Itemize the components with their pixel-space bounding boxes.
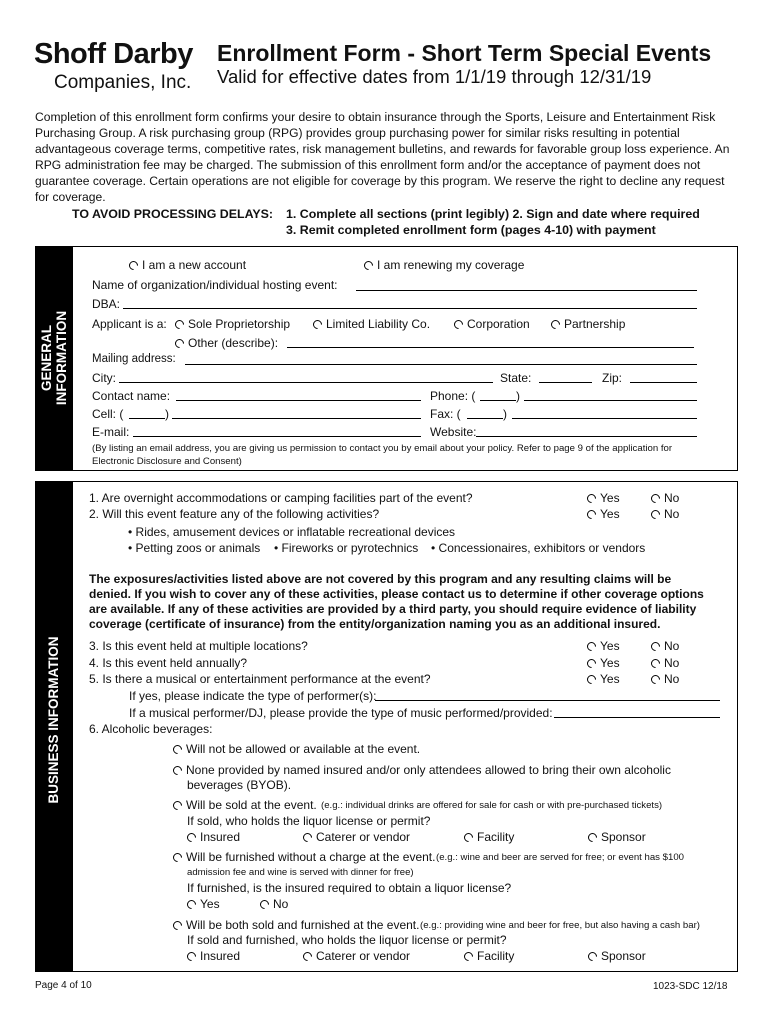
coverage-warning-2: denied. If you wish to cover any of these activities, please contact us to determine if other coverage options xyxy=(89,587,704,601)
cell-number-field[interactable] xyxy=(172,418,421,419)
radio-icon xyxy=(171,743,184,756)
email-field[interactable] xyxy=(133,436,421,437)
performer-type-label: If yes, please indicate the type of performer(s): xyxy=(129,689,377,703)
radio-icon xyxy=(185,831,198,844)
business-information-label: BUSINESS INFORMATION xyxy=(46,636,61,804)
alcohol-byob-radio[interactable]: None provided by named insured and/or only attendees allowed to bring their own alcoholic xyxy=(173,763,671,777)
city-field[interactable] xyxy=(119,382,493,383)
q2-no-radio[interactable]: No xyxy=(651,507,679,521)
cell-close-paren: ) xyxy=(165,407,169,421)
sole-proprietorship-radio[interactable]: Sole Proprietorship xyxy=(175,317,290,331)
radio-icon xyxy=(173,318,186,331)
furnished-no-radio[interactable]: No xyxy=(260,897,288,911)
radio-icon xyxy=(649,640,662,653)
q3-yes-radio[interactable]: Yes xyxy=(587,639,620,653)
email-consent-note-2: Electronic Disclosure and Consent) xyxy=(92,456,242,467)
coverage-warning-1: The exposures/activities listed above are not covered by this program and any resulting claims will be xyxy=(89,572,672,586)
radio-icon xyxy=(301,950,314,963)
coverage-warning-4: coverage (certificate of insurance) from the entity/organization naming you as an additional insured. xyxy=(89,617,661,631)
company-logo-subtitle: Companies, Inc. xyxy=(54,72,192,93)
q1-no-radio[interactable]: No xyxy=(651,491,679,505)
alcohol-sold-radio[interactable]: Will be sold at the event. xyxy=(173,798,317,812)
radio-icon xyxy=(171,919,184,932)
corporation-radio[interactable]: Corporation xyxy=(454,317,530,331)
question-4: 4. Is this event held annually? xyxy=(89,656,248,670)
org-name-field[interactable] xyxy=(356,290,697,291)
furnished-license-question: If furnished, is the insured required to obtain a liquor license? xyxy=(187,881,512,895)
sold-insured-radio[interactable]: Insured xyxy=(187,830,240,844)
radio-icon xyxy=(585,508,598,521)
both-caterer-radio[interactable]: Caterer or vendor xyxy=(303,949,410,963)
radio-icon xyxy=(362,259,375,272)
both-sponsor-radio[interactable]: Sponsor xyxy=(588,949,646,963)
page-number: Page 4 of 10 xyxy=(35,980,92,991)
phone-area-code-field[interactable] xyxy=(480,400,516,401)
page-subtitle: Valid for effective dates from 1/1/19 through 12/31/19 xyxy=(217,66,652,87)
sold-license-question: If sold, who holds the liquor license or permit? xyxy=(187,814,431,828)
activity-concessionaires: • Concessionaires, exhibitors or vendors xyxy=(431,541,646,555)
fax-close-paren: ) xyxy=(503,407,507,421)
radio-icon xyxy=(585,640,598,653)
radio-icon xyxy=(585,492,598,505)
org-name-label: Name of organization/individual hosting event: xyxy=(92,278,338,292)
q5-no-radio[interactable]: No xyxy=(651,672,679,686)
radio-icon xyxy=(185,950,198,963)
radio-icon xyxy=(585,657,598,670)
sold-caterer-radio[interactable]: Caterer or vendor xyxy=(303,830,410,844)
alcohol-sold-example: (e.g.: individual drinks are offered for sale for cash or with pre-purchased tickets) xyxy=(321,800,663,811)
contact-name-label: Contact name: xyxy=(92,389,171,403)
music-type-label: If a musical performer/DJ, please provide the type of music performed/provided: xyxy=(129,706,553,720)
both-facility-radio[interactable]: Facility xyxy=(464,949,514,963)
renewing-radio[interactable]: I am renewing my coverage xyxy=(364,258,524,272)
q1-yes-radio[interactable]: Yes xyxy=(587,491,620,505)
mailing-address-label: Mailing address: xyxy=(92,353,176,365)
radio-icon xyxy=(171,799,184,812)
question-2: 2. Will this event feature any of the following activities? xyxy=(89,507,380,521)
state-label: State: xyxy=(500,371,532,385)
radio-icon xyxy=(173,337,186,350)
zip-field[interactable] xyxy=(630,382,697,383)
radio-icon xyxy=(258,898,271,911)
alcohol-not-allowed-radio[interactable]: Will not be allowed or available at the event. xyxy=(173,742,420,756)
radio-icon xyxy=(586,950,599,963)
website-label: Website: xyxy=(430,425,477,439)
cell-area-code-field[interactable] xyxy=(129,418,165,419)
other-radio[interactable]: Other (describe): xyxy=(175,336,278,350)
contact-name-field[interactable] xyxy=(176,400,421,401)
intro-paragraph: Completion of this enrollment form confirms your desire to obtain insurance through the Sports, Leisure and Entertainment Risk Purchasing Group. A risk purchasing group (RPG) provides group purchasing power for similar risks resulting in potential advantageous coverage terms, competitive rates, risk management bulletins, and rewards for favorable group loss experience. An RPG administration fee may be charged. The submission of this enrollment form and/or the acceptance of payment does not guarantee coverage. Certain operations are not eligible for coverage by this program. We reserve the right to decline any request for coverage. xyxy=(35,110,730,204)
radio-icon xyxy=(127,259,140,272)
activity-petting-zoos: • Petting zoos or animals xyxy=(128,541,261,555)
radio-icon xyxy=(311,318,324,331)
radio-icon xyxy=(171,851,184,864)
phone-close-paren: ) xyxy=(516,389,520,403)
alcohol-furnished-radio[interactable]: Will be furnished without a charge at the event. xyxy=(173,850,435,864)
city-label: City: xyxy=(92,371,116,385)
company-logo-name: Shoff Darby xyxy=(34,38,193,70)
q2-yes-radio[interactable]: Yes xyxy=(587,507,620,521)
radio-icon xyxy=(462,950,475,963)
processing-delays-label: TO AVOID PROCESSING DELAYS: xyxy=(72,207,274,221)
activity-rides: • Rides, amusement devices or inflatable recreational devices xyxy=(128,525,456,539)
alcohol-furnished-example: (e.g.: wine and beer are served for free; or event has $100 xyxy=(436,852,684,863)
radio-icon xyxy=(586,831,599,844)
applicant-type-label: Applicant is a: xyxy=(92,317,167,331)
question-3: 3. Is this event held at multiple locations? xyxy=(89,639,308,653)
processing-step-2: 3. Remit completed enrollment form (pages 4-10) with payment xyxy=(286,223,656,237)
alcohol-byob-text-2: beverages (BYOB). xyxy=(187,778,292,792)
phone-label: Phone: ( xyxy=(430,389,476,403)
processing-step-1: 1. Complete all sections (print legibly) 2. Sign and date where required xyxy=(286,207,700,221)
new-account-radio[interactable]: I am a new account xyxy=(129,258,246,272)
general-information-label: GENERAL INFORMATION xyxy=(39,310,69,406)
both-license-question: If sold and furnished, who holds the liquor license or permit? xyxy=(187,933,507,947)
fax-area-code-field[interactable] xyxy=(467,418,503,419)
llc-radio[interactable]: Limited Liability Co. xyxy=(313,317,430,331)
other-describe-field[interactable] xyxy=(287,347,694,348)
alcohol-both-example: (e.g.: providing wine and beer for free, but also having a cash bar) xyxy=(420,920,700,931)
question-1: 1. Are overnight accommodations or camping facilities part of the event? xyxy=(89,491,473,505)
q5-yes-radio[interactable]: Yes xyxy=(587,672,620,686)
alcohol-furnished-example-2: admission fee and wine is served with dinner for free) xyxy=(187,867,414,878)
state-field[interactable] xyxy=(539,382,592,383)
q4-yes-radio[interactable]: Yes xyxy=(587,656,620,670)
cell-label: Cell: ( xyxy=(92,407,124,421)
performer-type-field[interactable] xyxy=(375,700,720,701)
radio-icon xyxy=(301,831,314,844)
radio-icon xyxy=(462,831,475,844)
radio-icon xyxy=(452,318,465,331)
radio-icon xyxy=(649,673,662,686)
radio-icon xyxy=(649,492,662,505)
q3-no-radio[interactable]: No xyxy=(651,639,679,653)
radio-icon xyxy=(171,764,184,777)
music-type-field[interactable] xyxy=(554,717,720,718)
q4-no-radio[interactable]: No xyxy=(651,656,679,670)
email-label: E-mail: xyxy=(92,425,130,439)
both-insured-radio[interactable]: Insured xyxy=(187,949,240,963)
question-6: 6. Alcoholic beverages: xyxy=(89,722,213,736)
radio-icon xyxy=(649,657,662,670)
question-5: 5. Is there a musical or entertainment performance at the event? xyxy=(89,672,431,686)
partnership-radio[interactable]: Partnership xyxy=(551,317,625,331)
radio-icon xyxy=(549,318,562,331)
alcohol-both-radio[interactable]: Will be both sold and furnished at the event. xyxy=(173,918,419,932)
phone-number-field[interactable] xyxy=(524,400,697,401)
page-title: Enrollment Form - Short Term Special Events xyxy=(217,40,712,66)
radio-icon xyxy=(185,898,198,911)
activity-fireworks: • Fireworks or pyrotechnics xyxy=(274,541,419,555)
radio-icon xyxy=(649,508,662,521)
mailing-address-field[interactable] xyxy=(185,364,697,365)
radio-icon xyxy=(585,673,598,686)
fax-number-field[interactable] xyxy=(512,418,697,419)
sold-sponsor-radio[interactable]: Sponsor xyxy=(588,830,646,844)
zip-label: Zip: xyxy=(602,371,623,385)
fax-label: Fax: ( xyxy=(430,407,461,421)
coverage-warning-3: are available. If any of these activities are provided by a third party, you should require evidence of liability xyxy=(89,602,697,616)
dba-label: DBA: xyxy=(92,297,121,311)
furnished-yes-radio[interactable]: Yes xyxy=(187,897,220,911)
form-code: 1023-SDC 12/18 xyxy=(653,981,728,992)
sold-facility-radio[interactable]: Facility xyxy=(464,830,514,844)
dba-field[interactable] xyxy=(123,308,697,309)
website-field[interactable] xyxy=(476,436,697,437)
email-consent-note: (By listing an email address, you are giving us permission to contact you by email about your policy. Refer to page 9 of the application for xyxy=(92,443,673,454)
